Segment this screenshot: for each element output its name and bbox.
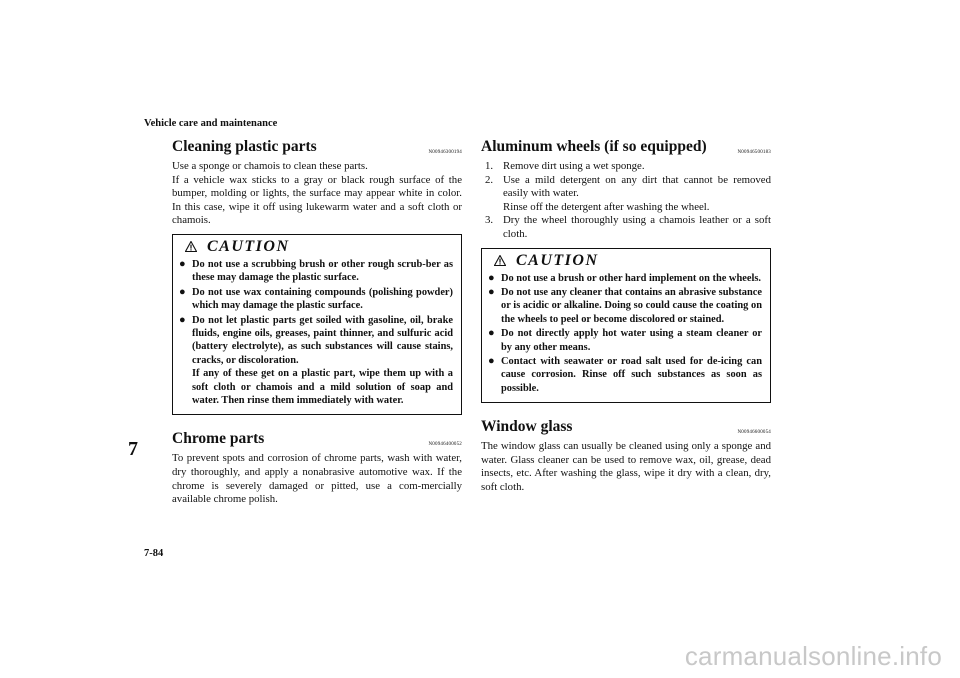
left-column (172, 137, 462, 511)
caution-item (488, 355, 762, 395)
section-heading-window-glass (481, 417, 771, 437)
section-heading-chrome (172, 429, 462, 449)
step-text: Remove dirt using a wet sponge. (503, 160, 645, 172)
caution-item-text: Do not directly apply hot water using a steam cleaner or by any other means. (501, 328, 762, 353)
caution-item-body: Do not let plastic parts get soiled with gasoline, oil, brake fluids, engine oils, greases, paint thinner, and sulfuric acid (battery electrolyte), as such substances will cause stains, cracks, or discoloration. (192, 314, 453, 366)
caution-header (488, 251, 762, 271)
step-body: Use a mild detergent on any dirt that cannot be removed easily with water. (503, 173, 771, 200)
section-code: N00946300194 (428, 150, 462, 155)
caution-item-text: Do not use a scrubbing brush or other rough scrub-ber as these may damage the plastic surface. (192, 258, 453, 284)
step-text: Dry the wheel thoroughly using a chamois leather or a soft cloth. (503, 214, 771, 240)
caution-item (488, 327, 762, 354)
caution-item-text: Do not use wax containing compounds (polishing powder) which may damage the plastic surface. (192, 286, 453, 312)
step-item (481, 160, 771, 174)
caution-item (179, 286, 453, 313)
caution-item (179, 258, 453, 285)
section-code: N00946500183 (737, 150, 771, 155)
running-header: Vehicle care and maintenance (144, 118, 278, 129)
bullet-icon: ● (488, 271, 495, 284)
caution-title: CAUTION (516, 251, 599, 269)
section-title: Chrome parts (172, 430, 265, 448)
bullet-icon: ● (179, 313, 186, 326)
warning-triangle-icon (494, 255, 506, 266)
caution-item-extra: If any of these get on a plastic part, wipe them up with a soft cloth or chamois and a mild solution of soap and water. Then rinse them immediately with water. (192, 368, 453, 407)
caution-title: CAUTION (207, 237, 290, 255)
watermark: carmanualsonline.info (684, 641, 942, 671)
step-item (481, 174, 771, 215)
caution-item-text: Do not use a brush or other hard implement on the wheels. (501, 272, 761, 284)
step-number: 1. (485, 160, 494, 172)
caution-item-text: Contact with seawater or road salt used for de-icing can cause corrosion. Rinse off such substances as soon as possible. (501, 356, 762, 394)
bullet-icon: ● (179, 257, 186, 270)
paragraph: Use a sponge or chamois to clean these parts. (172, 160, 368, 172)
caution-item (488, 272, 762, 285)
bullet-icon: ● (179, 285, 186, 298)
page-number: 7-84 (144, 548, 164, 559)
caution-item-text (192, 314, 453, 408)
step-subtext: Rinse off the detergent after washing the wheel. (503, 200, 710, 213)
warning-triangle-icon (185, 241, 197, 252)
section-title: Aluminum wheels (if so equipped) (481, 138, 707, 155)
caution-box-wheels (481, 248, 771, 404)
section-heading-aluminum-wheels (481, 137, 771, 157)
caution-item (179, 314, 453, 408)
caution-header (179, 237, 453, 257)
bullet-icon: ● (488, 285, 495, 298)
section-heading-cleaning-plastic (172, 137, 462, 157)
section-code: N00946400052 (428, 442, 462, 448)
paragraph: If a vehicle wax sticks to a gray or black rough surface of the bumper, molding or lights, the surface may appear white in color. In this case, wipe it off using lukewarm water and a soft cloth or chamois. (172, 173, 462, 227)
section-code: N00946600054 (737, 430, 771, 436)
step-number: 3. (485, 214, 494, 227)
chapter-tab: 7 (128, 438, 138, 460)
right-column (481, 137, 771, 499)
bullet-icon: ● (488, 355, 495, 367)
section-title: Cleaning plastic parts (172, 138, 317, 155)
step-text (503, 174, 771, 215)
caution-box-plastic (172, 234, 462, 415)
caution-item (488, 286, 762, 326)
step-item (481, 214, 771, 241)
paragraph: To prevent spots and corrosion of chrome parts, wash with water, dry thoroughly, and apply a nonabrasive automotive wax. If the chrome is severely damaged or pitted, use a com-mercially available chrome polish. (172, 452, 462, 506)
bullet-icon: ● (488, 327, 495, 340)
section-title: Window glass (481, 418, 573, 436)
steps-list (481, 160, 771, 242)
paragraph: The window glass can usually be cleaned using only a sponge and water. Glass cleaner can be used to remove wax, oil, grease, dead insects, etc. After washing the glass, wipe it dry with a clean, dry, soft cloth. (481, 440, 771, 493)
step-number: 2. (485, 173, 494, 186)
caution-item-text: Do not use any cleaner that contains an abrasive substance or is acidic or alkaline. Doing so could cause the coating on the wheels to peel or become discolored or stained. (501, 286, 762, 325)
